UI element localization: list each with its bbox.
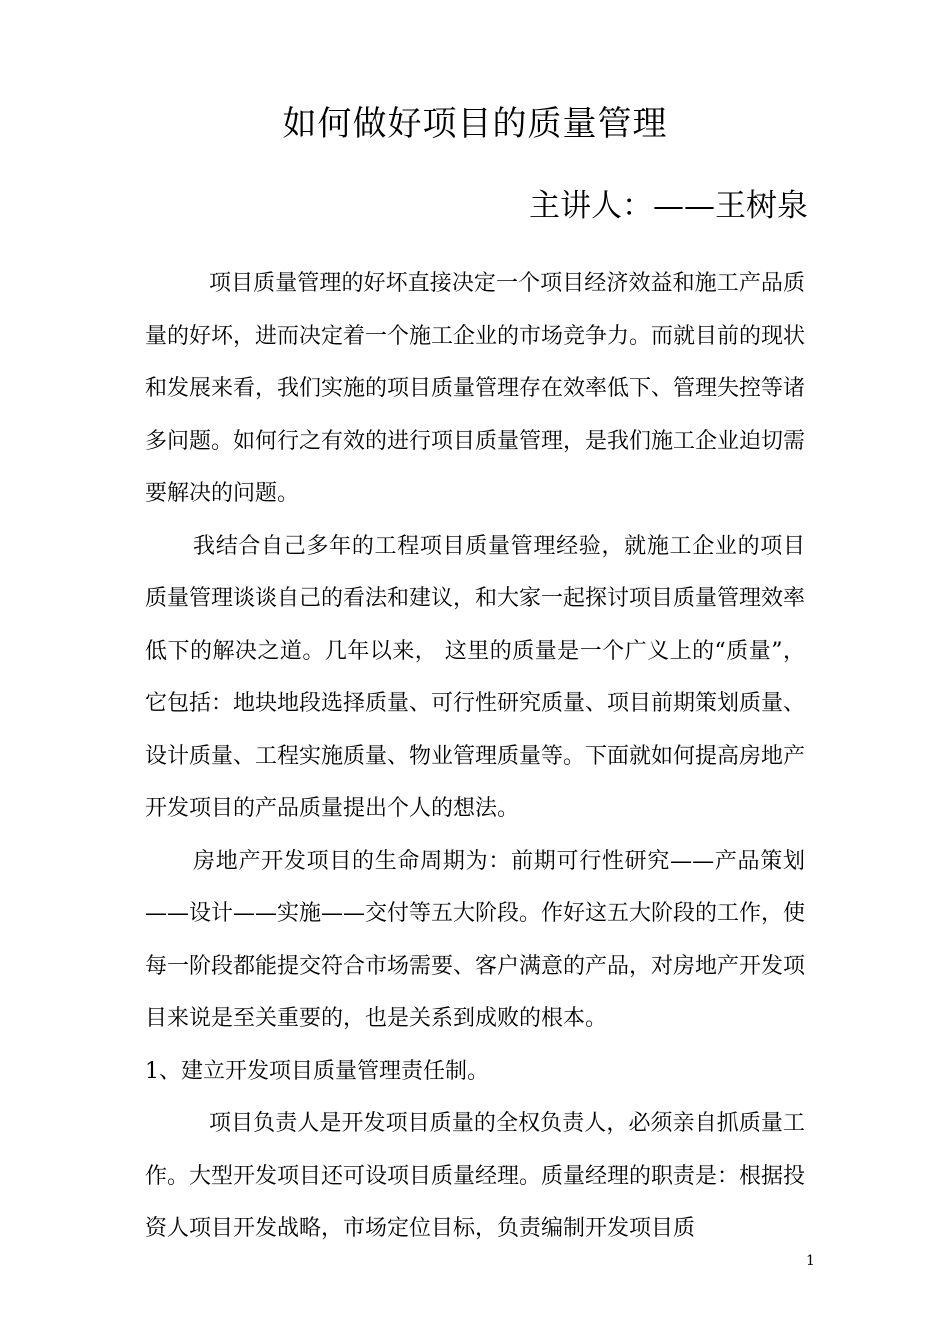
document-body — [145, 258, 805, 1256]
body-paragraph-3: 房地产开发项目的生命周期为：前期可行性研究——产品策划——设计——实施——交付等五大阶段。作好这五大阶段的工作，使每一阶段都能提交符合市场需要、客户满意的产品，对房地产开发项目来说是至关重要的，也是关系到成败的根本。 — [145, 848, 806, 1031]
body-paragraph-4: 项目负责人是开发项目质量的全权负责人，必须亲自抓质量工作。大型开发项目还可设项目质量经理。质量经理的职责是：根据投资人项目开发战略，市场定位目标，负责编制开发项目质 — [145, 1111, 806, 1241]
page-number: 1 — [806, 1253, 815, 1269]
body-paragraph-1: 项目质量管理的好坏直接决定一个项目经济效益和施工产品质量的好坏，进而决定着一个施工企业的市场竞争力。而就目前的现状和发展来看，我们实施的项目质量管理存在效率低下、管理失控等诸多问题。如何行之有效的进行项目质量管理，是我们施工企业迫切需要解决的问题。 — [145, 271, 806, 506]
speaker-line: 主讲人：——王树泉 — [529, 188, 808, 224]
document-title: 如何做好项目的质量管理 — [282, 104, 668, 144]
body-paragraph-2: 我结合自己多年的工程项目质量管理经验，就施工企业的项目质量管理谈谈自己的看法和建议，和大家一起探讨项目质量管理效率低下的解决之道。几年以来， 这里的质量是一个广义上的“质量”，它包括：地块地段选择质量、可行性研究质量、项目前期策划质量、设计质量、工程实施质量、物业管理质量等。下面就如何提高房地产开发项目的产品质量提出个人的想法。 — [145, 533, 806, 821]
section-heading-1: 1、建立开发项目质量管理责任制。 — [145, 1058, 489, 1084]
